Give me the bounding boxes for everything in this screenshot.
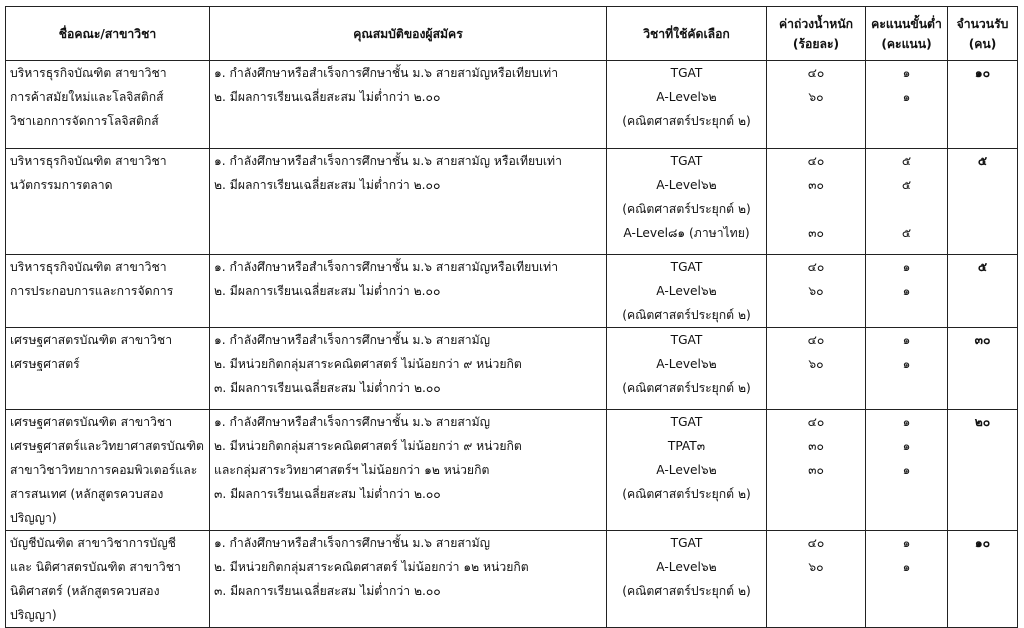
table-header-row xyxy=(6,7,1018,61)
program-cell-line: เศรษฐศาสตร์ xyxy=(10,357,80,371)
qualifications-cell-line: ๑. กำลังศึกษาหรือสำเร็จการศึกษาชั้น ม.๖ สายสามัญ xyxy=(214,415,491,429)
weight-cell-line: ๖๐ xyxy=(808,284,824,298)
weight-cell xyxy=(767,328,866,410)
weight-cell-line: ๖๐ xyxy=(808,90,824,104)
subjects-cell-line: (คณิตศาสตร์ประยุกต์ ๒) xyxy=(622,308,751,322)
weight-cell-line: ๖๐ xyxy=(808,560,824,574)
weight-cell-line xyxy=(771,197,861,221)
header-program: ชื่อคณะ/สาขาวิชา xyxy=(6,7,210,61)
weight-cell xyxy=(767,61,866,149)
qualifications-cell-line: ๑. กำลังศึกษาหรือสำเร็จการศึกษาชั้น ม.๖ สายสามัญหรือเทียบเท่า xyxy=(214,260,559,274)
weight-cell-line: ๔๐ xyxy=(807,154,825,168)
min-score-cell xyxy=(866,531,948,628)
program-cell-line: บริหารธุรกิจบัณฑิต สาขาวิชา xyxy=(10,66,167,80)
min-score-cell-line: ๑ xyxy=(902,90,911,104)
subjects-cell-line: TGAT xyxy=(670,154,703,168)
program-cell xyxy=(6,531,210,628)
program-cell-line: การประกอบการและการจัดการ xyxy=(10,284,174,298)
subjects-cell-line: (คณิตศาสตร์ประยุกต์ ๒) xyxy=(622,487,751,501)
table-row xyxy=(6,410,1018,531)
program-cell xyxy=(6,410,210,531)
qualifications-cell-line: ๒. มีหน่วยกิตกลุ่มสาระคณิตศาสตร์ ไม่น้อยกว่า ๙ หน่วยกิต xyxy=(214,357,522,371)
min-score-cell-line: ๕ xyxy=(901,154,912,168)
header-min-score: คะแนนขั้นต่ำ (คะแนน) xyxy=(866,7,948,61)
program-cell-line: เศรษฐศาสตร์และวิทยาศาสตรบัณฑิต xyxy=(10,439,204,453)
qualifications-cell-line: และกลุ่มสาระวิทยาศาสตร์ฯ ไม่น้อยกว่า ๑๒ หน่วยกิต xyxy=(214,463,490,477)
program-cell-line: นิติศาสตร์ (หลักสูตรควบสอง xyxy=(10,584,160,598)
qualifications-cell-line: ๑. กำลังศึกษาหรือสำเร็จการศึกษาชั้น ม.๖ สายสามัญ หรือเทียบเท่า xyxy=(214,154,562,168)
subjects-cell-line: TGAT xyxy=(670,260,703,274)
weight-cell-line: ๓๐ xyxy=(808,226,824,240)
subjects-cell xyxy=(607,61,767,149)
admission-criteria-table xyxy=(5,6,1018,628)
min-score-cell-line: ๑ xyxy=(902,357,911,371)
subjects-cell xyxy=(607,255,767,328)
seats-cell-line: ๕ xyxy=(977,260,988,274)
min-score-cell-line: ๑ xyxy=(902,284,911,298)
seats-cell xyxy=(948,255,1018,328)
subjects-cell-line: TPAT๓ xyxy=(667,439,706,453)
qualifications-cell-line: ๒. มีหน่วยกิตกลุ่มสาระคณิตศาสตร์ ไม่น้อยกว่า ๑๒ หน่วยกิต xyxy=(214,560,529,574)
seats-cell xyxy=(948,410,1018,531)
header-qualifications: คุณสมบัติของผู้สมัคร xyxy=(210,7,607,61)
min-score-cell xyxy=(866,255,948,328)
subjects-cell-line: (คณิตศาสตร์ประยุกต์ ๒) xyxy=(622,114,751,128)
qualifications-cell xyxy=(210,61,607,149)
program-cell-line: วิชาเอกการจัดการโลจิสติกส์ xyxy=(10,114,159,128)
subjects-cell-line: (คณิตศาสตร์ประยุกต์ ๒) xyxy=(622,381,751,395)
header-subjects: วิชาที่ใช้คัดเลือก xyxy=(607,7,767,61)
qualifications-cell xyxy=(210,531,607,628)
program-cell-line: เศรษฐศาสตรบัณฑิต สาขาวิชา xyxy=(10,333,173,347)
min-score-cell-line xyxy=(870,197,943,221)
qualifications-cell-line: ๑. กำลังศึกษาหรือสำเร็จการศึกษาชั้น ม.๖ สายสามัญ xyxy=(214,536,491,550)
seats-cell xyxy=(948,149,1018,255)
min-score-cell-line: ๑ xyxy=(902,260,911,274)
weight-cell-line: ๓๐ xyxy=(808,463,824,477)
min-score-cell xyxy=(866,61,948,149)
qualifications-cell xyxy=(210,255,607,328)
table-row xyxy=(6,149,1018,255)
seats-cell xyxy=(948,328,1018,410)
header-weight: ค่าถ่วงน้ำหนัก (ร้อยละ) xyxy=(767,7,866,61)
program-cell-line: ปริญญา) xyxy=(10,608,57,622)
min-score-cell-line: ๑ xyxy=(902,333,911,347)
program-cell-line: และ นิติศาสตรบัณฑิต สาขาวิชา xyxy=(10,560,181,574)
weight-cell xyxy=(767,149,866,255)
qualifications-cell-line: ๓. มีผลการเรียนเฉลี่ยสะสม ไม่ต่ำกว่า ๒.๐๐ xyxy=(214,381,441,395)
subjects-cell xyxy=(607,149,767,255)
min-score-cell-line: ๑ xyxy=(902,560,911,574)
table-row xyxy=(6,531,1018,628)
weight-cell-line: ๖๐ xyxy=(808,357,824,371)
min-score-cell-line: ๕ xyxy=(901,178,912,192)
weight-cell-line: ๔๐ xyxy=(807,66,825,80)
subjects-cell-line: TGAT xyxy=(670,66,703,80)
min-score-cell xyxy=(866,328,948,410)
seats-cell-line: ๑๐ xyxy=(974,66,991,80)
subjects-cell-line: TGAT xyxy=(670,333,703,347)
min-score-cell-line: ๑ xyxy=(902,66,911,80)
qualifications-cell-line: ๑. กำลังศึกษาหรือสำเร็จการศึกษาชั้น ม.๖ สายสามัญ xyxy=(214,333,491,347)
qualifications-cell-line: ๒. มีหน่วยกิตกลุ่มสาระคณิตศาสตร์ ไม่น้อยกว่า ๙ หน่วยกิต xyxy=(214,439,522,453)
qualifications-cell xyxy=(210,149,607,255)
weight-cell xyxy=(767,531,866,628)
header-seats: จำนวนรับ (คน) xyxy=(948,7,1018,61)
qualifications-cell-line: ๑. กำลังศึกษาหรือสำเร็จการศึกษาชั้น ม.๖ สายสามัญหรือเทียบเท่า xyxy=(214,66,559,80)
min-score-cell-line: ๑ xyxy=(902,463,911,477)
subjects-cell-line: A-Level๖๒ xyxy=(656,560,717,574)
program-cell-line: สารสนเทศ (หลักสูตรควบสอง xyxy=(10,487,164,501)
weight-cell-line: ๔๐ xyxy=(807,536,825,550)
subjects-cell xyxy=(607,531,767,628)
table-row xyxy=(6,61,1018,149)
weight-cell xyxy=(767,410,866,531)
subjects-cell xyxy=(607,410,767,531)
seats-cell xyxy=(948,531,1018,628)
subjects-cell-line: A-Level๖๒ xyxy=(656,178,717,192)
subjects-cell xyxy=(607,328,767,410)
qualifications-cell xyxy=(210,410,607,531)
qualifications-cell xyxy=(210,328,607,410)
program-cell xyxy=(6,255,210,328)
program-cell-line: บริหารธุรกิจบัณฑิต สาขาวิชา xyxy=(10,154,167,168)
subjects-cell-line: (คณิตศาสตร์ประยุกต์ ๒) xyxy=(622,584,751,598)
qualifications-cell-line: ๒. มีผลการเรียนเฉลี่ยสะสม ไม่ต่ำกว่า ๒.๐๐ xyxy=(214,284,441,298)
min-score-cell-line: ๕ xyxy=(901,226,912,240)
program-cell-line: การค้าสมัยใหม่และโลจิสติกส์ xyxy=(10,90,164,104)
program-cell-line: บริหารธุรกิจบัณฑิต สาขาวิชา xyxy=(10,260,167,274)
program-cell xyxy=(6,149,210,255)
weight-cell-line: ๔๐ xyxy=(807,415,825,429)
program-cell-line: นวัตกรรมการตลาด xyxy=(10,178,113,192)
qualifications-cell-line: ๒. มีผลการเรียนเฉลี่ยสะสม ไม่ต่ำกว่า ๒.๐๐ xyxy=(214,90,441,104)
min-score-cell xyxy=(866,149,948,255)
qualifications-cell-line: ๒. มีผลการเรียนเฉลี่ยสะสม ไม่ต่ำกว่า ๒.๐๐ xyxy=(214,178,441,192)
seats-cell-line: ๕ xyxy=(977,154,988,168)
weight-cell-line: ๔๐ xyxy=(807,260,825,274)
seats-cell-line: ๒๐ xyxy=(974,415,991,429)
min-score-cell-line: ๑ xyxy=(902,415,911,429)
subjects-cell-line: TGAT xyxy=(670,536,703,550)
program-cell-line: เศรษฐศาสตรบัณฑิต สาขาวิชา xyxy=(10,415,173,429)
table-row xyxy=(6,255,1018,328)
program-cell-line: ปริญญา) xyxy=(10,511,57,525)
qualifications-cell-line: ๓. มีผลการเรียนเฉลี่ยสะสม ไม่ต่ำกว่า ๒.๐๐ xyxy=(214,584,441,598)
program-cell-line: บัญชีบัณฑิต สาขาวิชาการบัญชี xyxy=(10,536,176,550)
subjects-cell-line: A-Level๖๒ xyxy=(656,463,717,477)
seats-cell-line: ๓๐ xyxy=(974,333,991,347)
subjects-cell-line: TGAT xyxy=(670,415,703,429)
subjects-cell-line: A-Level๖๒ xyxy=(656,90,717,104)
subjects-cell-line: A-Level๘๑ (ภาษาไทย) xyxy=(623,226,750,240)
seats-cell-line: ๑๐ xyxy=(974,536,991,550)
min-score-cell-line: ๑ xyxy=(902,536,911,550)
program-cell-line: สาขาวิชาวิทยาการคอมพิวเตอร์และ xyxy=(10,463,198,477)
table-row xyxy=(6,328,1018,410)
weight-cell-line: ๓๐ xyxy=(808,178,824,192)
seats-cell xyxy=(948,61,1018,149)
min-score-cell xyxy=(866,410,948,531)
subjects-cell-line: (คณิตศาสตร์ประยุกต์ ๒) xyxy=(622,202,751,216)
min-score-cell-line: ๑ xyxy=(902,439,911,453)
program-cell xyxy=(6,328,210,410)
weight-cell xyxy=(767,255,866,328)
program-cell xyxy=(6,61,210,149)
subjects-cell-line: A-Level๖๒ xyxy=(656,284,717,298)
qualifications-cell-line: ๓. มีผลการเรียนเฉลี่ยสะสม ไม่ต่ำกว่า ๒.๐๐ xyxy=(214,487,441,501)
weight-cell-line: ๔๐ xyxy=(807,333,825,347)
weight-cell-line: ๓๐ xyxy=(808,439,824,453)
subjects-cell-line: A-Level๖๒ xyxy=(656,357,717,371)
